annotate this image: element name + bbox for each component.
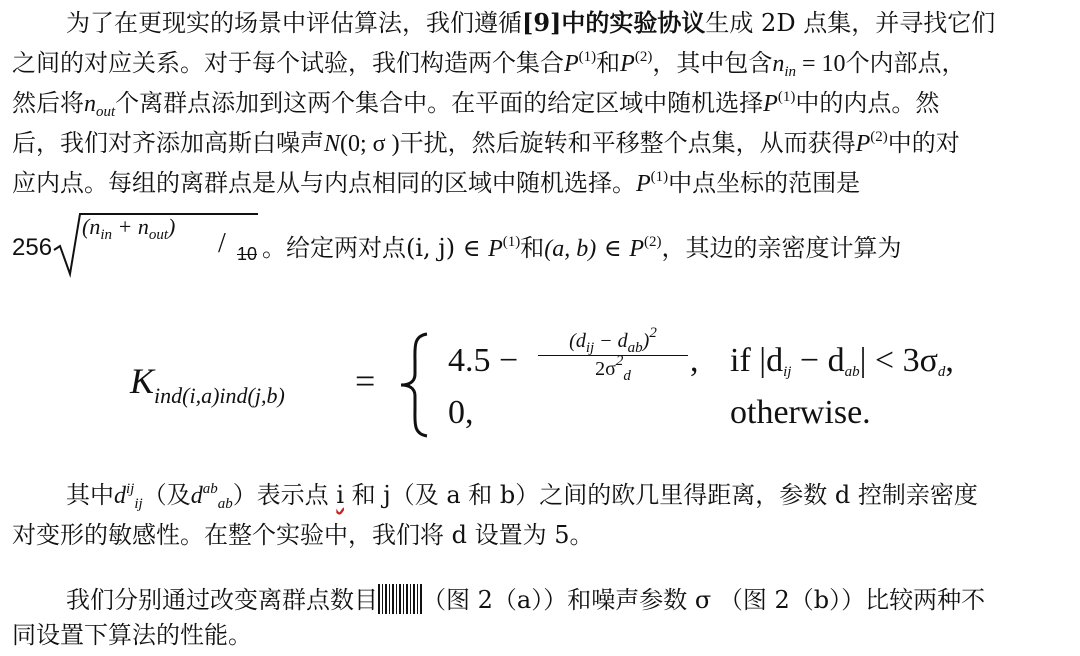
text: 中点坐标的范围是 xyxy=(668,169,861,197)
equation-K-subscript: ind(i,a)ind(j,b) xyxy=(154,383,285,408)
math-sup: (1) xyxy=(777,89,796,105)
text: 中的内点。然 xyxy=(795,89,940,117)
math-sup: (1) xyxy=(650,169,669,185)
text: 后，我们对齐添加高斯白噪声 xyxy=(12,129,324,157)
num-part: − d xyxy=(594,330,628,352)
text: 其中 xyxy=(66,481,114,509)
para2-line2 xyxy=(12,520,594,550)
row1-condition xyxy=(730,342,954,380)
text: （及 xyxy=(142,481,191,509)
math-symbol: P xyxy=(763,91,778,117)
text: 个离群点添加到这两个集合中。在平面的给定区域中随机选择 xyxy=(115,89,764,117)
cond-sub: ab xyxy=(844,364,860,380)
den-sup: 2 xyxy=(615,353,624,369)
text: 个内部点， xyxy=(845,49,966,77)
para1-line4 xyxy=(12,128,960,159)
text: ∈ xyxy=(596,234,630,262)
math-sup: (2) xyxy=(643,234,662,250)
text: 然后将 xyxy=(12,89,84,117)
sqrt-denominator: 10 xyxy=(237,244,258,264)
cond-sub: ij xyxy=(783,364,792,380)
num-part: (d xyxy=(569,330,586,352)
math-value: = 10 xyxy=(796,51,846,77)
row2-condition: otherwise. xyxy=(730,394,871,431)
para2-line1 xyxy=(66,480,978,511)
math-symbol: P xyxy=(636,171,651,197)
fraction-denominator xyxy=(538,353,688,384)
cond-part: | < 3σ xyxy=(859,342,938,379)
spellcheck-marked-i: i xyxy=(336,481,345,509)
fraction xyxy=(538,325,688,384)
num-sup: 2 xyxy=(649,325,657,341)
den-sub: d xyxy=(623,368,631,384)
sqrt-part: ) xyxy=(168,214,176,239)
sqrt-expression xyxy=(82,214,176,243)
citation-bold: [9]中的实验协议 xyxy=(522,8,706,37)
row1-constant: 4.5 − xyxy=(448,342,519,379)
para1-line2 xyxy=(12,48,966,79)
cond-part: if |d xyxy=(730,342,784,379)
text: （图 2（a））和噪声参数 σ （图 2（b））比较两种不 xyxy=(422,586,986,614)
math-symbol: N xyxy=(324,131,341,157)
sqrt-part: + n xyxy=(112,214,149,239)
math-symbol: P xyxy=(488,236,503,262)
text: 。给定两对点(i, j) ∈ xyxy=(262,234,489,262)
text: 生成 2D 点集，并寻找它们 xyxy=(705,9,996,37)
equals-sign: = xyxy=(355,361,376,401)
text: ，其中包含 xyxy=(652,49,773,77)
dab-symbol xyxy=(191,481,233,511)
para1-line5 xyxy=(12,168,860,199)
math-sup: (2) xyxy=(870,129,888,145)
text: 和 xyxy=(596,49,621,77)
sqrt-sub-in: in xyxy=(100,227,112,243)
sqrt-sub-out: out xyxy=(148,227,169,243)
d-sup: ij xyxy=(126,481,135,497)
math-sup: (1) xyxy=(578,49,597,65)
cond-part: , xyxy=(945,342,954,379)
cond-sub: d xyxy=(937,364,946,380)
text: ）表示点 xyxy=(232,481,337,509)
d-letter: d xyxy=(114,483,126,509)
sqrt-slash: / xyxy=(218,228,226,259)
para1-line1 xyxy=(66,8,995,38)
math-symbol: P xyxy=(620,51,635,77)
math-symbol: P xyxy=(629,236,644,262)
para3-line2 xyxy=(12,620,252,650)
den-part: 2σ xyxy=(595,358,616,380)
math-symbol: n xyxy=(772,51,785,77)
math-pair: (a, b) xyxy=(544,236,597,262)
d-letter: d xyxy=(190,483,203,509)
math-args: (0; σ ) xyxy=(340,131,400,157)
equation-K: K xyxy=(130,361,155,401)
affinity-equation xyxy=(130,325,1050,440)
text: 和 j（及 a 和 b）之间的欧几里得距离，参数 d 控制亲密度 xyxy=(344,481,978,509)
sqrt-line-text xyxy=(262,228,901,263)
cond-part: − d xyxy=(791,342,845,379)
text: 应内点。每组的离群点是从与内点相同的区域中随机选择。 xyxy=(12,169,636,197)
text: 对变形的敏感性。在整个实验中，我们将 d 设置为 5。 xyxy=(12,521,594,549)
para1-line3 xyxy=(12,88,939,119)
math-symbol: P xyxy=(564,51,579,77)
sqrt-coefficient: 256 xyxy=(12,234,53,261)
text: 和 xyxy=(520,234,545,262)
text: ，其边的亲密度计算为 xyxy=(661,234,902,262)
text: 我们分别通过改变离群点数目 xyxy=(66,586,378,614)
left-brace xyxy=(395,330,435,440)
text: 之间的对应关系。对于每个试验，我们构造两个集合 xyxy=(12,49,564,77)
sqrt-line xyxy=(12,208,972,278)
row1-comma: , xyxy=(690,342,699,379)
math-sub: in xyxy=(784,64,797,80)
sqrt-part: (n xyxy=(82,214,101,239)
garbled-symbol-icon xyxy=(378,584,422,614)
text: 干扰，然后旋转和平移整个点集，从而获得 xyxy=(399,129,856,157)
math-symbol: n xyxy=(84,91,96,117)
num-sub-ij: ij xyxy=(585,340,595,356)
d-sup: ab xyxy=(202,481,218,497)
math-sup: (2) xyxy=(634,49,653,65)
row2-value: 0, xyxy=(448,394,474,431)
num-part: ) xyxy=(642,330,650,352)
para3-line1 xyxy=(66,584,985,615)
fraction-numerator xyxy=(538,325,688,356)
num-sub-ab: ab xyxy=(627,340,643,356)
math-sub: out xyxy=(96,104,116,120)
math-symbol: P xyxy=(855,131,871,157)
d-sub: ij xyxy=(134,496,143,512)
text: 为了在更现实的场景中评估算法，我们遵循 xyxy=(66,9,522,37)
text: 同设置下算法的性能。 xyxy=(12,621,252,649)
dij-symbol xyxy=(114,481,143,511)
text: 中的对 xyxy=(887,129,960,157)
equation-lhs xyxy=(130,360,285,408)
math-sup: (1) xyxy=(502,234,521,250)
d-sub: ab xyxy=(217,496,233,512)
